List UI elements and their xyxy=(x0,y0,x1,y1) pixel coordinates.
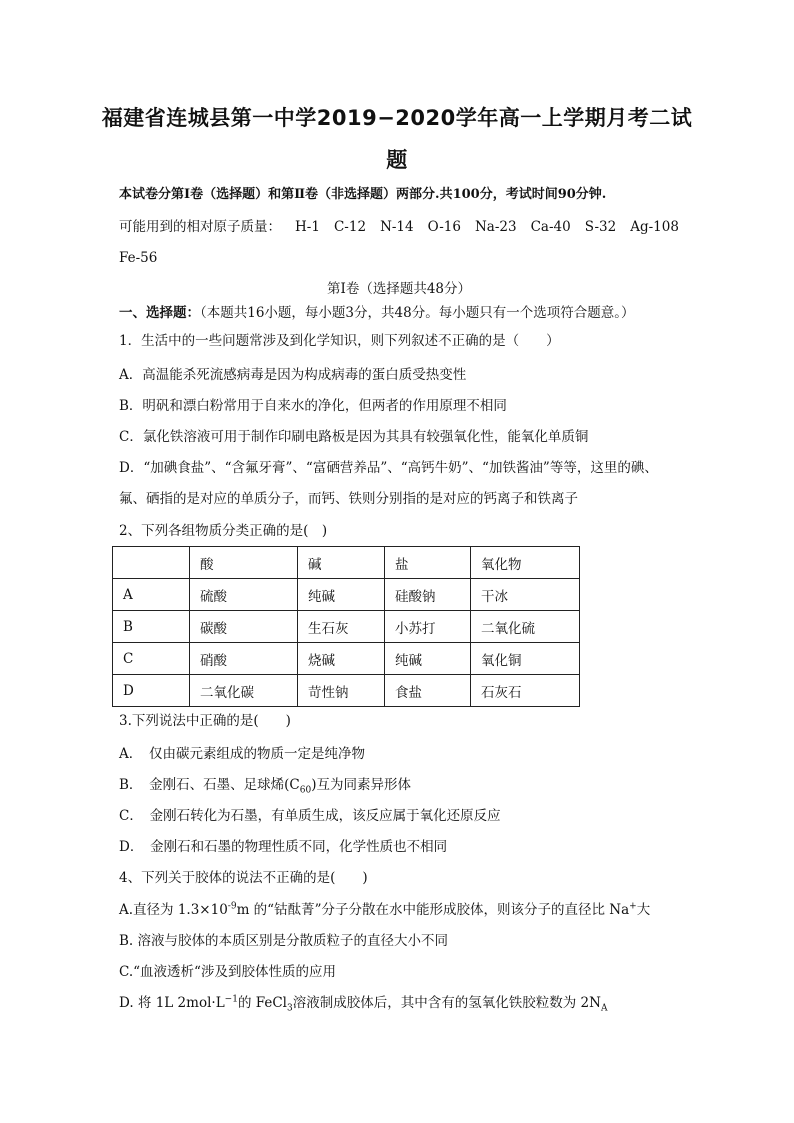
table-cell: A xyxy=(113,579,190,611)
table-cell: C xyxy=(113,643,190,675)
q1-option-d: D．“加碘食盐”、“含氟牙膏”、“富硒营养品”、“高钙牛奶”、“加铁酱油”等等，这里的碘、 xyxy=(119,460,658,476)
table-cell: 硫酸 xyxy=(190,579,298,611)
table-header-cell: 氧化物 xyxy=(471,547,580,579)
q3-option-b-text: B． 金刚石、石墨、足球烯(C xyxy=(119,777,300,793)
q2-stem: 2、下列各组物质分类正确的是( ) xyxy=(119,523,328,539)
table-cell: 碳酸 xyxy=(190,611,298,643)
table-cell: 干冰 xyxy=(471,579,580,611)
q4-option-d-text-mid: 的 FeCl xyxy=(237,995,287,1011)
q4-option-a-text-mid: m 的“钴酞菁”分子分散在水中能形成胶体，则该分子的直径比 Na xyxy=(236,902,630,918)
table-header-cell xyxy=(113,547,190,579)
q3-option-a: A． 仅由碳元素组成的物质一定是纯净物 xyxy=(119,746,365,762)
q3-stem: 3.下列说法中正确的是( ) xyxy=(119,713,291,729)
table-cell: 石灰石 xyxy=(471,675,580,707)
q1-option-a: A．高温能杀死流感病毒是因为构成病毒的蛋白质受热变性 xyxy=(119,367,467,383)
q4-option-a-text: A.直径为 1.3×10 xyxy=(119,902,228,918)
superscript: -9 xyxy=(227,901,237,912)
q3-option-b xyxy=(119,776,679,794)
q1-option-c: C．氯化铁溶液可用于制作印刷电路板是因为其具有较强氧化性，能氧化单质铜 xyxy=(119,429,589,445)
atomic-mass-item: O-16 xyxy=(427,219,461,235)
table-cell: 纯碱 xyxy=(298,579,385,611)
q4-option-b: B. 溶液与胶体的本质区别是分散质粒子的直径大小不同 xyxy=(119,933,449,949)
atomic-mass-item: Ag-108 xyxy=(630,219,679,235)
subscript: A xyxy=(600,1003,608,1014)
section1-desc: （本题共16小题，每小题3分，共48分。每小题只有一个选项符合题意。） xyxy=(200,305,635,321)
atomic-mass-item: Ca-40 xyxy=(530,219,571,235)
table-cell: 氧化铜 xyxy=(471,643,580,675)
q1-option-b: B．明矾和漂白粉常用于自来水的净化，但两者的作用原理不相同 xyxy=(119,398,507,414)
superscript: −1 xyxy=(224,994,238,1005)
table-cell: 硅酸钠 xyxy=(385,579,471,611)
table-cell: 烧碱 xyxy=(298,643,385,675)
table-cell: 二氧化碳 xyxy=(190,675,298,707)
q4-option-d xyxy=(119,994,679,1012)
table-cell: 硝酸 xyxy=(190,643,298,675)
table-cell: 二氧化硫 xyxy=(471,611,580,643)
atomic-mass-item: Na-23 xyxy=(474,219,517,235)
table-header-row xyxy=(113,547,580,579)
section1-head: 一、选择题： xyxy=(119,305,200,321)
part1-title: 第Ⅰ卷（选择题共48分） xyxy=(326,281,471,297)
atomic-mass-extra: Fe-56 xyxy=(119,250,158,266)
q4-stem: 4、下列关于胶体的说法不正确的是( ) xyxy=(119,870,368,886)
table-cell: 苛性钠 xyxy=(298,675,385,707)
q4-option-d-text-mid2: 溶液制成胶体后，其中含有的氢氧化铁胶粒数为 2N xyxy=(292,995,601,1011)
exam-title-continued: 题 xyxy=(386,148,408,172)
table-header-cell: 酸 xyxy=(190,547,298,579)
q1-option-d-continued: 氟、硒指的是对应的单质分子，而钙、铁则分别指的是对应的钙离子和铁离子 xyxy=(119,491,578,507)
superscript: + xyxy=(629,901,637,912)
exam-title: 福建省连城县第一中学2019−2020学年高一上学期月考二试 xyxy=(101,106,693,130)
table-cell: 食盐 xyxy=(385,675,471,707)
q4-option-a xyxy=(119,901,679,919)
atomic-mass-line xyxy=(119,218,679,236)
table-cell: D xyxy=(113,675,190,707)
section1-heading xyxy=(119,304,679,322)
atomic-mass-item: H-1 xyxy=(295,219,320,235)
table-row xyxy=(113,611,580,643)
q4-option-d-text: D. 将 1L 2mol·L xyxy=(119,995,225,1011)
table-header-cell: 碱 xyxy=(298,547,385,579)
q3-option-c: C． 金刚石转化为石墨，有单质生成，该反应属于氧化还原反应 xyxy=(119,808,501,824)
exam-intro: 本试卷分第Ⅰ卷（选择题）和第Ⅱ卷（非选择题）两部分.共100分，考试时间90分钟. xyxy=(119,187,607,202)
table-row xyxy=(113,643,580,675)
atomic-mass-item: C-12 xyxy=(333,219,367,235)
atomic-mass-item: S-32 xyxy=(584,219,617,235)
q4-option-a-text-end: 大 xyxy=(636,902,651,918)
subscript: 3 xyxy=(287,1003,293,1014)
table-row xyxy=(113,675,580,707)
table-cell: 生石灰 xyxy=(298,611,385,643)
q1-stem: 1．生活中的一些问题常涉及到化学知识，则下列叙述不正确的是（ ） xyxy=(119,333,560,349)
atomic-mass-label: 可能用到的相对原子质量： xyxy=(119,219,281,235)
table-header-cell: 盐 xyxy=(385,547,471,579)
table-row xyxy=(113,579,580,611)
q4-option-c: C.“血液透析“涉及到胶体性质的应用 xyxy=(119,964,336,980)
atomic-mass-item: N-14 xyxy=(380,219,414,235)
table-cell: B xyxy=(113,611,190,643)
subscript: 60 xyxy=(299,785,312,796)
q3-option-b-text-end: )互为同素异形体 xyxy=(311,777,412,793)
table-cell: 纯碱 xyxy=(385,643,471,675)
table-cell: 小苏打 xyxy=(385,611,471,643)
q3-option-d: D． 金刚石和石墨的物理性质不同，化学性质也不相同 xyxy=(119,839,448,855)
classification-table xyxy=(112,546,580,707)
